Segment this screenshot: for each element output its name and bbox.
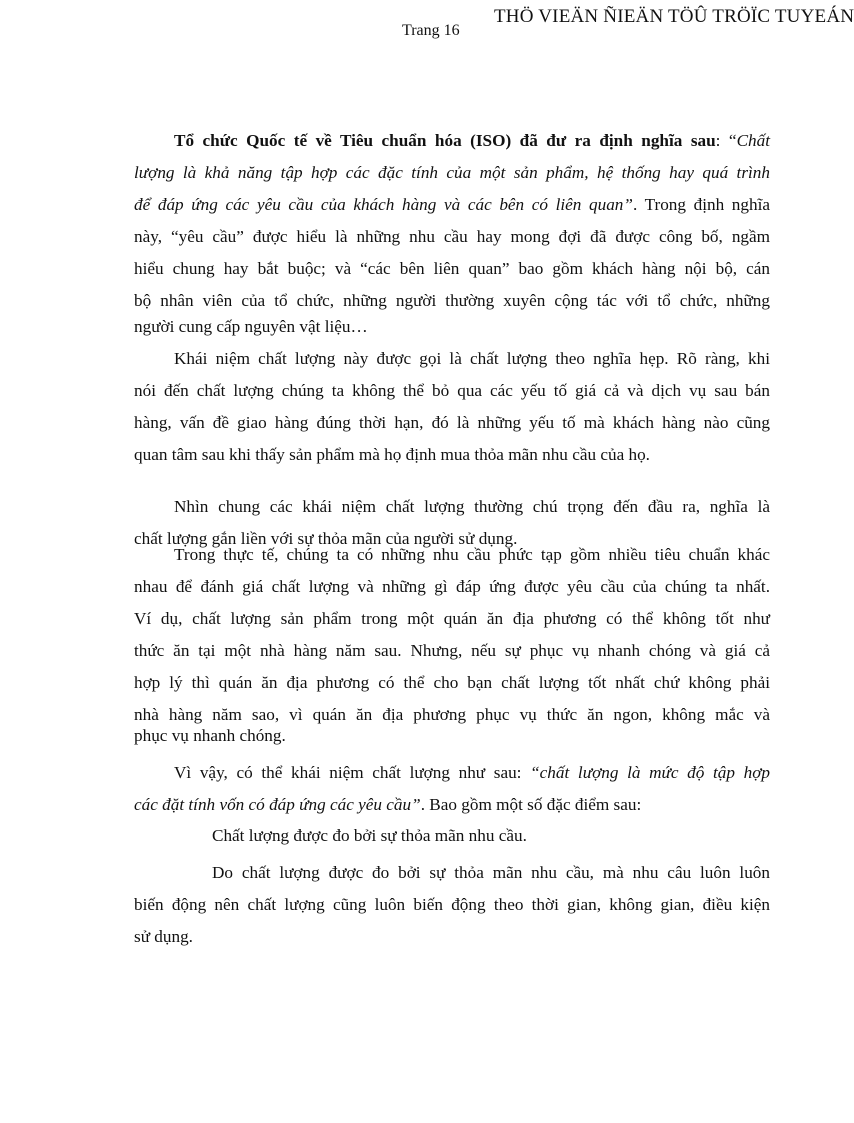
text-run: Vì vậy, có thể khái niệm chất lượng như sau: [174, 763, 531, 782]
text-run: hiểu chung hay bắt buộc; và “các bên liên quan” bao gồm khách hàng nội bộ, cán [134, 259, 770, 278]
text-line [174, 347, 770, 371]
bold-text: Tổ chức Quốc tế về Tiêu chuẩn hóa (ISO) đã đư ra định nghĩa sau [174, 131, 716, 150]
text-run: biến động nên chất lượng cũng luôn biến động theo thời gian, không gian, điều kiện [134, 895, 770, 914]
text-run: sử dụng. [134, 927, 193, 946]
text-run: : “ [715, 131, 737, 150]
text-line [134, 893, 770, 917]
text-line [174, 495, 770, 519]
text-line [134, 257, 770, 281]
text-run: nói đến chất lượng chúng ta không thể bỏ qua các yếu tố giá cả và dịch vụ sau bán [134, 381, 770, 400]
text-line [174, 761, 770, 785]
text-line [134, 161, 770, 185]
text-line [134, 315, 770, 339]
text-run: Chất lượng được đo bởi sự thỏa mãn nhu cầu. [212, 826, 527, 845]
text-line [134, 639, 770, 663]
text-run: hợp lý thì quán ăn địa phương có thể cho bạn chất lượng tốt nhất chứ không phải [134, 673, 770, 692]
text-line [134, 193, 770, 217]
text-run: này, “yêu cầu” được hiểu là những nhu cầu hay mong đợi đã được công bố, ngầm [134, 227, 770, 246]
text-run: chất lượng gắn liền với sự thỏa mãn của người sử dụng. [134, 529, 518, 548]
text-line [212, 824, 770, 848]
text-line [134, 793, 770, 817]
text-line [212, 861, 770, 885]
text-run: Nhìn chung các khái niệm chất lượng thường chú trọng đến đầu ra, nghĩa là [174, 497, 770, 516]
text-run: Trong thực tế, chúng ta có những nhu cầu phức tạp gồm nhiều tiêu chuẩn khác [174, 545, 770, 564]
italic-quote: các đặt tính vốn có đáp ứng các yêu cầu” [134, 795, 421, 814]
text-line [134, 724, 770, 748]
library-header-title: THÖ VIEÄN ÑIEÄN TÖÛ TRÖÏC TUYEÁN [494, 6, 854, 27]
text-run: người cung cấp nguyên vật liệu… [134, 317, 368, 336]
text-line [174, 129, 770, 153]
text-run: hàng, vấn đề giao hàng đúng thời hạn, đó là những yếu tố mà khách hàng nào cũng [134, 413, 770, 432]
italic-quote: Chất [736, 131, 770, 150]
text-line [134, 671, 770, 695]
text-run: phục vụ nhanh chóng. [134, 726, 286, 745]
text-run: Ví dụ, chất lượng sản phẩm trong một quán ăn địa phương có thể không tốt như [134, 609, 770, 628]
text-line [134, 411, 770, 435]
text-run: . Bao gồm một số đặc điểm sau: [420, 795, 642, 814]
text-line [134, 443, 770, 467]
italic-quote: để đáp ứng các yêu cầu của khách hàng và các bên có liên quan” [134, 195, 633, 214]
italic-quote: lượng là khả năng tập hợp các đặc tính của một sản phẩm, hệ thống hay quá trình [134, 163, 770, 182]
text-run: nhau để đánh giá chất lượng và những gì đáp ứng được yêu cầu của chúng ta nhất. [134, 577, 770, 596]
italic-quote: “chất lượng là mức độ tập hợp [530, 763, 770, 782]
text-run: Do chất lượng được đo bởi sự thỏa mãn nhu cầu, mà nhu câu luôn luôn [212, 863, 770, 882]
text-run: bộ nhân viên của tổ chức, những người thường xuyên cộng tác với tổ chức, những [134, 291, 770, 310]
text-line [134, 225, 770, 249]
text-line [134, 289, 770, 313]
text-line [134, 379, 770, 403]
text-run: quan tâm sau khi thấy sản phẩm mà họ định mua thỏa mãn nhu cầu của họ. [134, 445, 650, 464]
text-line [134, 607, 770, 631]
text-run: thức ăn tại một nhà hàng năm sau. Nhưng, nếu sự phục vụ nhanh chóng và giá cả [134, 641, 770, 660]
text-run: . Trong định nghĩa [632, 195, 770, 214]
page-number: Trang 16 [402, 22, 460, 39]
text-line [134, 925, 770, 949]
text-line [134, 575, 770, 599]
text-run: Khái niệm chất lượng này được gọi là chất lượng theo nghĩa hẹp. Rõ ràng, khi [174, 349, 770, 368]
text-run: nhà hàng năm sao, vì quán ăn địa phương phục vụ thức ăn ngon, không mắc và [134, 705, 770, 724]
text-line [174, 543, 770, 567]
